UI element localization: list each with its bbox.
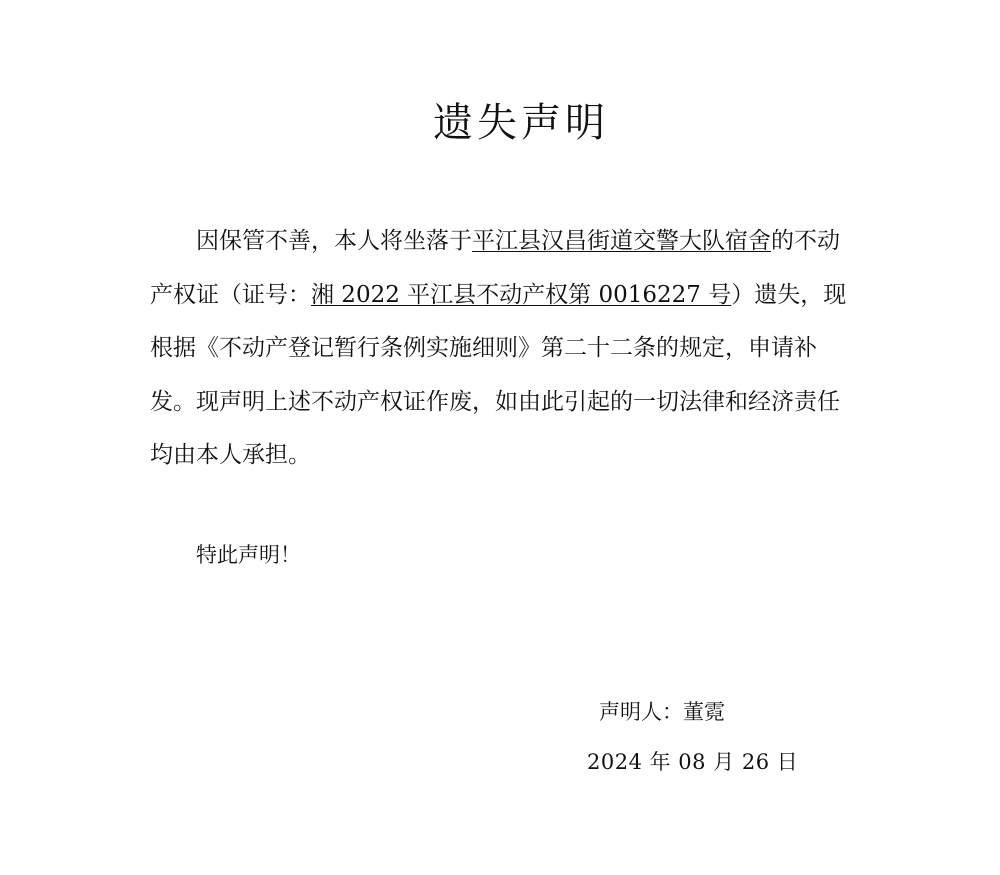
signer-line (599, 688, 725, 736)
statement-date: 2024 年 08 月 26 日 (587, 750, 799, 774)
signer-name: 董霓 (683, 700, 725, 724)
document-title: 遗失声明 (433, 100, 609, 146)
closing-statement: 特此声明！ (196, 543, 301, 567)
signer-label: 声明人： (599, 700, 683, 724)
paragraph-text-part1: 因保管不善，本人将坐落于 (196, 228, 472, 254)
paragraph-text-part2: 的不动产权证（证号： (150, 228, 840, 308)
paragraph-text-part3: ）遗失，现根据《不动产登记暂行条例实施细则》第二十二条的规定，申请补发。现声明上述不动产权证作废，如由此引起的一切法律和经济责任均由本人承担。 (150, 281, 847, 468)
property-address: 平江县汉昌街道交警大队宿舍 (472, 228, 771, 254)
certificate-number: 湘 2022 平江县不动产权第 0016227 号 (311, 281, 732, 308)
statement-paragraph (150, 215, 860, 483)
